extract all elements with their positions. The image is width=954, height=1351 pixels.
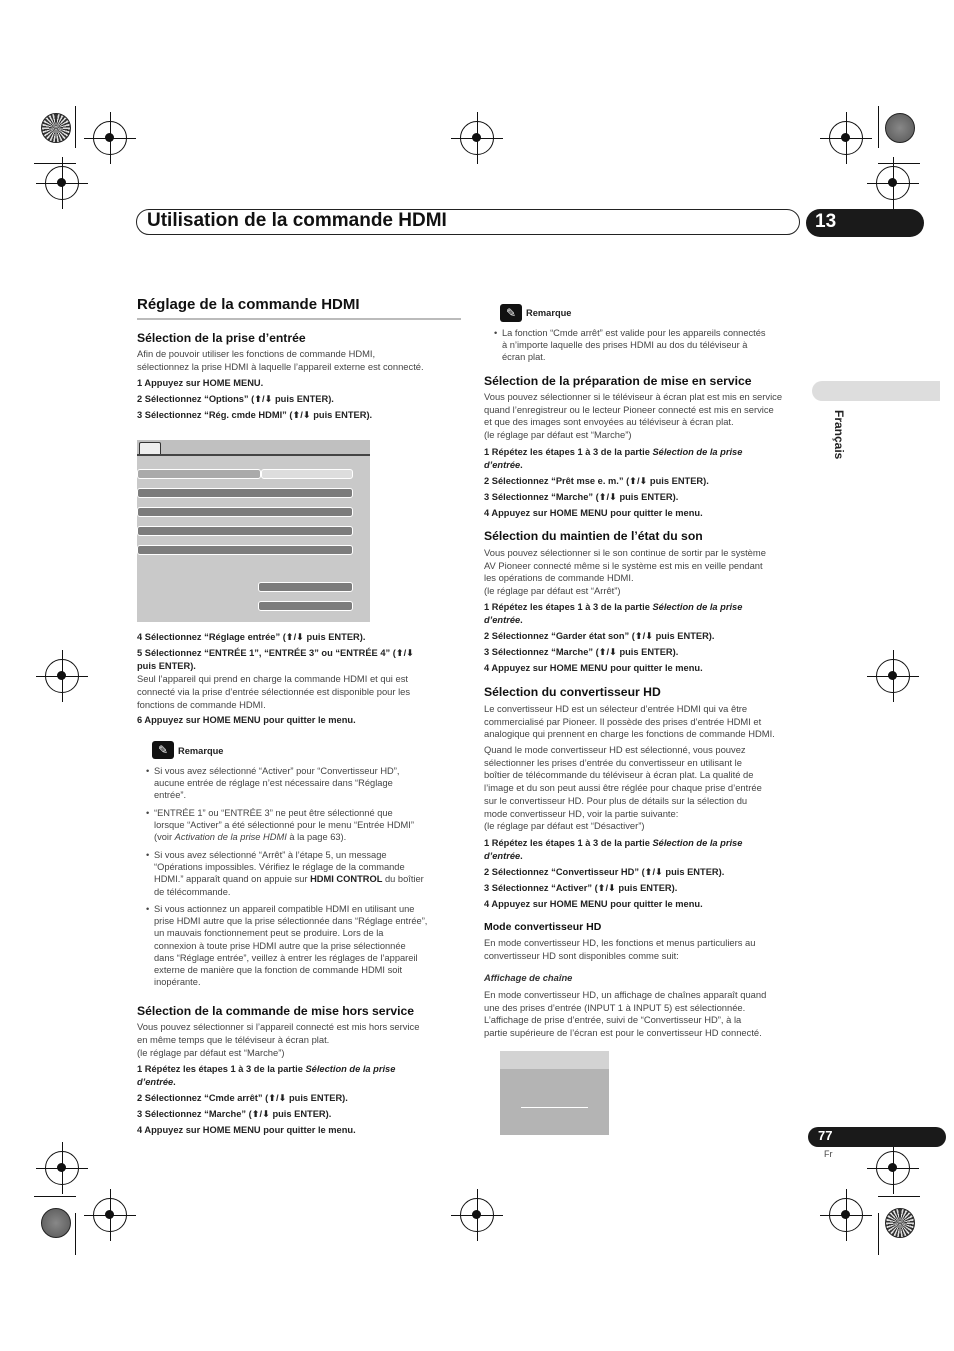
step: d’entrée.	[484, 851, 523, 861]
chapter-number: 13	[815, 211, 837, 232]
step: 4 Appuyez sur HOME MENU pour quitter le menu.	[484, 508, 703, 518]
paragraph-line: (le réglage par défaut est “Marche”)	[137, 1047, 285, 1058]
crop-line	[34, 163, 76, 164]
step: 2 Sélectionnez “Prêt mse e. m.” (⬆/⬇ puis ENTER).	[484, 476, 709, 486]
registration-disc-bottom-left	[41, 1208, 71, 1238]
crop-line	[878, 163, 920, 164]
language-label: Français	[832, 410, 846, 460]
paragraph-line: Vous pouvez sélectionner si l’appareil connecté est mis hors service	[137, 1021, 420, 1032]
page-number: 77	[818, 1128, 833, 1143]
subheading-italic: Affichage de chaîne	[484, 972, 573, 983]
note-bullet: • “ENTRÉE 1” ou “ENTRÉE 3” ne peut être sélectionné que lorsque “Activer” a été sélectionné pour le menu “Entrée HDMI” (voir Activation de la prise HDMI à la page 63).	[154, 807, 414, 844]
channel-display-screenshot	[500, 1051, 609, 1135]
paragraph-line: fonctions de commande HDMI.	[137, 699, 266, 710]
step: d’entrée.	[484, 460, 523, 470]
crosshair-mark	[876, 166, 910, 200]
menu-row	[137, 526, 353, 536]
step: 4 Appuyez sur HOME MENU pour quitter le menu.	[484, 899, 703, 909]
subsection-heading: Mode convertisseur HD	[484, 921, 602, 933]
step: 3 Sélectionnez “Marche” (⬆/⬇ puis ENTER).	[484, 492, 679, 502]
menu-row	[258, 582, 353, 592]
step: 5 Sélectionnez “ENTRÉE 1”, “ENTRÉE 3” ou “ENTRÉE 4” (⬆/⬇	[137, 648, 414, 658]
note-label: Remarque	[526, 308, 572, 318]
chapter-badge	[806, 209, 924, 237]
menu-row	[137, 507, 353, 517]
paragraph: En mode convertisseur HD, les fonctions et menus particuliers au convertisseur HD sont disponibles comme suit:	[484, 937, 756, 961]
registration-disc-bottom-right	[885, 1208, 915, 1238]
note-icon: ✎	[500, 304, 522, 322]
step: puis ENTER).	[137, 661, 196, 671]
crosshair-mark	[829, 121, 863, 155]
language-tab	[812, 381, 940, 401]
step: 1 Répétez les étapes 1 à 3 de la partie Sélection de la prise	[484, 602, 743, 612]
subsection-heading: Sélection de la commande de mise hors service	[137, 1004, 415, 1018]
step: d’entrée.	[137, 1077, 176, 1087]
page-title: Utilisation de la commande HDMI	[147, 210, 447, 231]
page-language: Fr	[824, 1149, 833, 1159]
crosshair-mark	[460, 1198, 494, 1232]
menu-row	[258, 601, 353, 611]
step: 2 Sélectionnez “Convertisseur HD” (⬆/⬇ puis ENTER).	[484, 867, 725, 877]
crop-line	[34, 1196, 76, 1197]
step: d’entrée.	[484, 615, 523, 625]
crop-line	[878, 106, 879, 148]
paragraph: Vous pouvez sélectionner si le son continue de sortir par le système AV Pioneer connecté même si le système est mis en veille pendant les opérations de commande HDMI. (le réglage par défaut est “Arrêt”)	[484, 547, 766, 597]
menu-row	[137, 545, 353, 555]
crop-line	[75, 106, 76, 148]
paragraph: Le convertisseur HD est un sélecteur d’entrée HDMI qui va être commercialisé par Pioneer. Il possède des prises d’entrée HDMI et analogique qui prennent en charge les fonctions de commande HDMI.	[484, 703, 775, 740]
registration-disc-top-right	[885, 113, 915, 143]
step: 4 Sélectionnez “Réglage entrée” (⬆/⬇ puis ENTER).	[137, 632, 366, 642]
section-rule	[137, 318, 461, 320]
crosshair-mark	[829, 1198, 863, 1232]
note-label: Remarque	[178, 746, 224, 756]
step: 1 Appuyez sur HOME MENU.	[137, 378, 264, 388]
crosshair-mark	[93, 121, 127, 155]
menu-row	[137, 469, 261, 479]
paragraph-line: en même temps que le téléviseur à écran plat.	[137, 1034, 330, 1045]
crosshair-mark	[45, 1151, 79, 1185]
crop-line	[878, 1213, 879, 1255]
subsection-heading: Sélection de la prise d’entrée	[137, 331, 306, 345]
step: 4 Appuyez sur HOME MENU pour quitter le menu.	[484, 663, 703, 673]
crosshair-mark	[876, 1151, 910, 1185]
note-icon: ✎	[152, 741, 174, 759]
note-bullet: • La fonction “Cmde arrêt” est valide pour les appareils connectés à n’importe laquelle des prises HDMI au dos du téléviseur à écran plat.	[502, 327, 766, 364]
paragraph-line: Afin de pouvoir utiliser les fonctions de commande HDMI,	[137, 348, 376, 359]
step: 1 Répétez les étapes 1 à 3 de la partie Sélection de la prise	[484, 838, 743, 848]
crosshair-mark	[876, 659, 910, 693]
section-title: Réglage de la commande HDMI	[137, 296, 360, 313]
step: 2 Sélectionnez “Garder état son” (⬆/⬇ puis ENTER).	[484, 631, 715, 641]
step: 3 Sélectionnez “Marche” (⬆/⬇ puis ENTER).	[137, 1109, 332, 1119]
note-bullet: • Si vous avez sélectionné “Arrêt” à l’étape 5, un message “Opérations impossibles. Vérifiez le réglage de la commande HDMI.” apparaît quand on appuie sur HDMI CONTROL du boîtier de télécommande.	[154, 849, 424, 898]
step: 1 Répétez les étapes 1 à 3 de la partie Sélection de la prise	[137, 1064, 396, 1074]
step: 2 Sélectionnez “Options” (⬆/⬇ puis ENTER).	[137, 394, 334, 404]
crop-line	[878, 1196, 920, 1197]
paragraph: Vous pouvez sélectionner si le téléviseur à écran plat est mis en service quand l’enregistreur ou le lecteur Pioneer connecté est mis en service et que des images sont envoyées au téléviseur à écran plat. (le réglage par défaut est “Marche”)	[484, 391, 783, 441]
crosshair-mark	[45, 659, 79, 693]
crosshair-mark	[45, 166, 79, 200]
subsection-heading: Sélection du convertisseur HD	[484, 685, 661, 699]
menu-screenshot	[137, 440, 370, 622]
note-bullet: • Si vous actionnez un appareil compatible HDMI en utilisant une prise HDMI autre que la prise sélectionnée dans “Réglage entrée”, un mauvais fonctionnement peut se produire. Lors de la connexion à toute prise HDMI autre que la prise sélectionnée dans “Réglage entrée”, veillez à entrer les réglages de l’appareil externe de manière que la fonction de commande HDMI soit inopérante.	[154, 903, 427, 988]
step: 3 Sélectionnez “Marche” (⬆/⬇ puis ENTER).	[484, 647, 679, 657]
paragraph: En mode convertisseur HD, un affichage de chaînes apparaît quand une des prises d’entrée (INPUT 1 à INPUT 5) est sélectionnée. L’affichage de prise d’entrée, suivi de “Convertisseur HD”, à la partie supérieure de l’écran est pour le convertisseur HD connecté.	[484, 989, 767, 1039]
step: 1 Répétez les étapes 1 à 3 de la partie Sélection de la prise	[484, 447, 743, 457]
step: 3 Sélectionnez “Activer” (⬆/⬇ puis ENTER).	[484, 883, 678, 893]
subsection-heading: Sélection de la préparation de mise en service	[484, 374, 752, 388]
note-bullet: • Si vous avez sélectionné “Activer” pour “Convertisseur HD”, aucune entrée de réglage n’est nécessaire dans “Réglage entrée”.	[154, 765, 399, 802]
crop-line	[75, 1213, 76, 1255]
menu-row	[261, 469, 353, 479]
paragraph-line: sélectionnez la prise HDMI à laquelle l’appareil externe est connecté.	[137, 361, 424, 372]
step: 2 Sélectionnez “Cmde arrêt” (⬆/⬇ puis ENTER).	[137, 1093, 348, 1103]
step: 4 Appuyez sur HOME MENU pour quitter le menu.	[137, 1125, 356, 1135]
crosshair-mark	[460, 121, 494, 155]
paragraph-line: Seul l’appareil qui prend en charge la commande HDMI et qui est	[137, 673, 408, 684]
step: 6 Appuyez sur HOME MENU pour quitter le menu.	[137, 715, 356, 725]
page-number-badge	[808, 1127, 946, 1147]
step: 3 Sélectionnez “Rég. cmde HDMI” (⬆/⬇ puis ENTER).	[137, 410, 373, 420]
menu-row	[137, 488, 353, 498]
paragraph-line: connecté via la prise d’entrée sélectionnée est disponible pour les	[137, 686, 411, 697]
subsection-heading: Sélection du maintien de l’état du son	[484, 529, 703, 543]
crosshair-mark	[93, 1198, 127, 1232]
paragraph: Quand le mode convertisseur HD est sélectionné, vous pouvez sélectionner les prises d’entrée du convertisseur en utilisant le boîtier de télécommande du téléviseur à écran plat. La qualité de l’image et du son peut aussi être réglée pour chaque prise d’entrée sur le convertisseur HD. Pour plus de détails sur la sélection du mode convertisseur HD, voir la partie suivante: (le réglage par défaut est “Désactiver”)	[484, 744, 762, 832]
registration-disc-top-left	[41, 113, 71, 143]
